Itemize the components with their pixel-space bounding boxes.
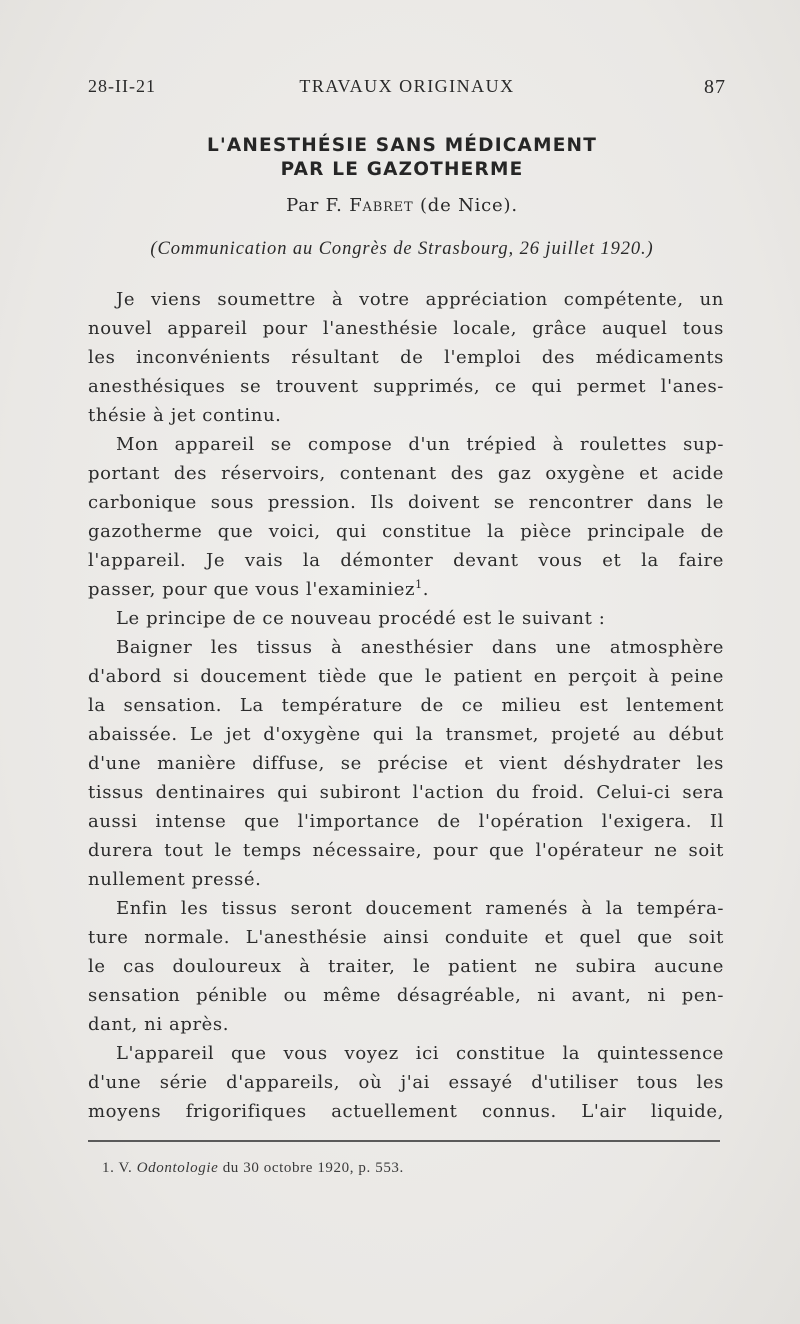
body-line: Enfin les tissus seront doucement ramenés à la tempéra- <box>116 898 724 919</box>
body-line: d'une manière diffuse, se précise et vient déshydrater les <box>88 753 724 774</box>
header-section: TRAVAUX ORIGINAUX <box>299 76 515 96</box>
footnote-text: du 30 octobre 1920, p. 553. <box>222 1160 404 1176</box>
body-line: Je viens soumettre à votre appréciation compétente, un <box>116 289 724 310</box>
communication-note: (Communication au Congrès de Strasbourg, 26 juillet 1920.) <box>150 239 654 259</box>
body-line: dant, ni après. <box>88 1014 230 1035</box>
body-line: abaissée. Le jet d'oxygène qui la transmet, projeté au début <box>88 724 724 745</box>
body-line: L'appareil que vous voyez ici constitue la quintessence <box>116 1043 724 1064</box>
byline-suffix: (de Nice). <box>419 195 518 216</box>
body-line: d'abord si doucement tiède que le patient en perçoit à peine <box>88 666 724 687</box>
footnote-rule <box>88 1140 720 1142</box>
body-line: carbonique sous pression. Ils doivent se rencontrer dans le <box>88 492 724 513</box>
body-line: ture normale. L'anesthésie ainsi conduite et quel que soit <box>88 927 724 948</box>
footnote-journal: Odontologie <box>136 1160 219 1176</box>
header-date: 28-II-21 <box>88 76 156 96</box>
body-line: anesthésiques se trouvent supprimés, ce qui permet l'anes- <box>88 376 724 397</box>
footnote <box>102 1160 404 1177</box>
body-line: le cas douloureux à traiter, le patient ne subira aucune <box>88 956 724 977</box>
footnote-marker: 1 <box>415 578 423 591</box>
author-name: Fabret <box>349 195 414 216</box>
body-line: tissus dentinaires qui subiront l'action du froid. Celui-ci sera <box>88 782 724 803</box>
footnote-number: 1. V. <box>102 1160 133 1176</box>
body-line-text: passer, pour que vous l'examiniez <box>88 579 416 600</box>
body-line: durera tout le temps nécessaire, pour que l'opérateur ne soit <box>88 840 724 861</box>
body-line: nouvel appareil pour l'anesthésie locale, grâce auquel tous <box>88 318 724 339</box>
body-line: Baigner les tissus à anesthésier dans une atmosphère <box>116 637 724 658</box>
body-line: thésie à jet continu. <box>88 405 282 426</box>
article-title-line-1: L'ANESTHÉSIE SANS MÉDICAMENT <box>206 135 598 156</box>
body-line: Le principe de ce nouveau procédé est le suivant : <box>116 608 606 629</box>
article-title-line-2: PAR LE GAZOTHERME <box>280 159 524 180</box>
body-line: nullement pressé. <box>88 869 262 890</box>
page-number: 87 <box>704 76 726 98</box>
running-head <box>88 76 726 102</box>
body-line: la sensation. La température de ce milieu est lentement <box>88 695 724 716</box>
byline-prefix: Par F. <box>286 195 343 216</box>
body-line: sensation pénible ou même désagréable, ni avant, ni pen- <box>88 985 724 1006</box>
body-line: portant des réservoirs, contenant des gaz oxygène et acide <box>88 463 724 484</box>
byline <box>88 195 716 216</box>
body-line: Mon appareil se compose d'un trépied à roulettes sup- <box>116 434 724 455</box>
body-line: les inconvénients résultant de l'emploi des médicaments <box>88 347 724 368</box>
body-line: d'une série d'appareils, où j'ai essayé d'utiliser tous les <box>88 1072 724 1093</box>
body-line-with-footnote: passer, pour que vous l'examiniez$^1$. <box>88 578 430 600</box>
body-line: moyens frigorifiques actuellement connus. L'air liquide, <box>88 1101 724 1122</box>
body-line: l'appareil. Je vais la démonter devant vous et la faire <box>88 550 724 571</box>
body-line: gazotherme que voici, qui constitue la pièce principale de <box>88 521 724 542</box>
body-line: aussi intense que l'importance de l'opération l'exigera. Il <box>88 811 724 832</box>
